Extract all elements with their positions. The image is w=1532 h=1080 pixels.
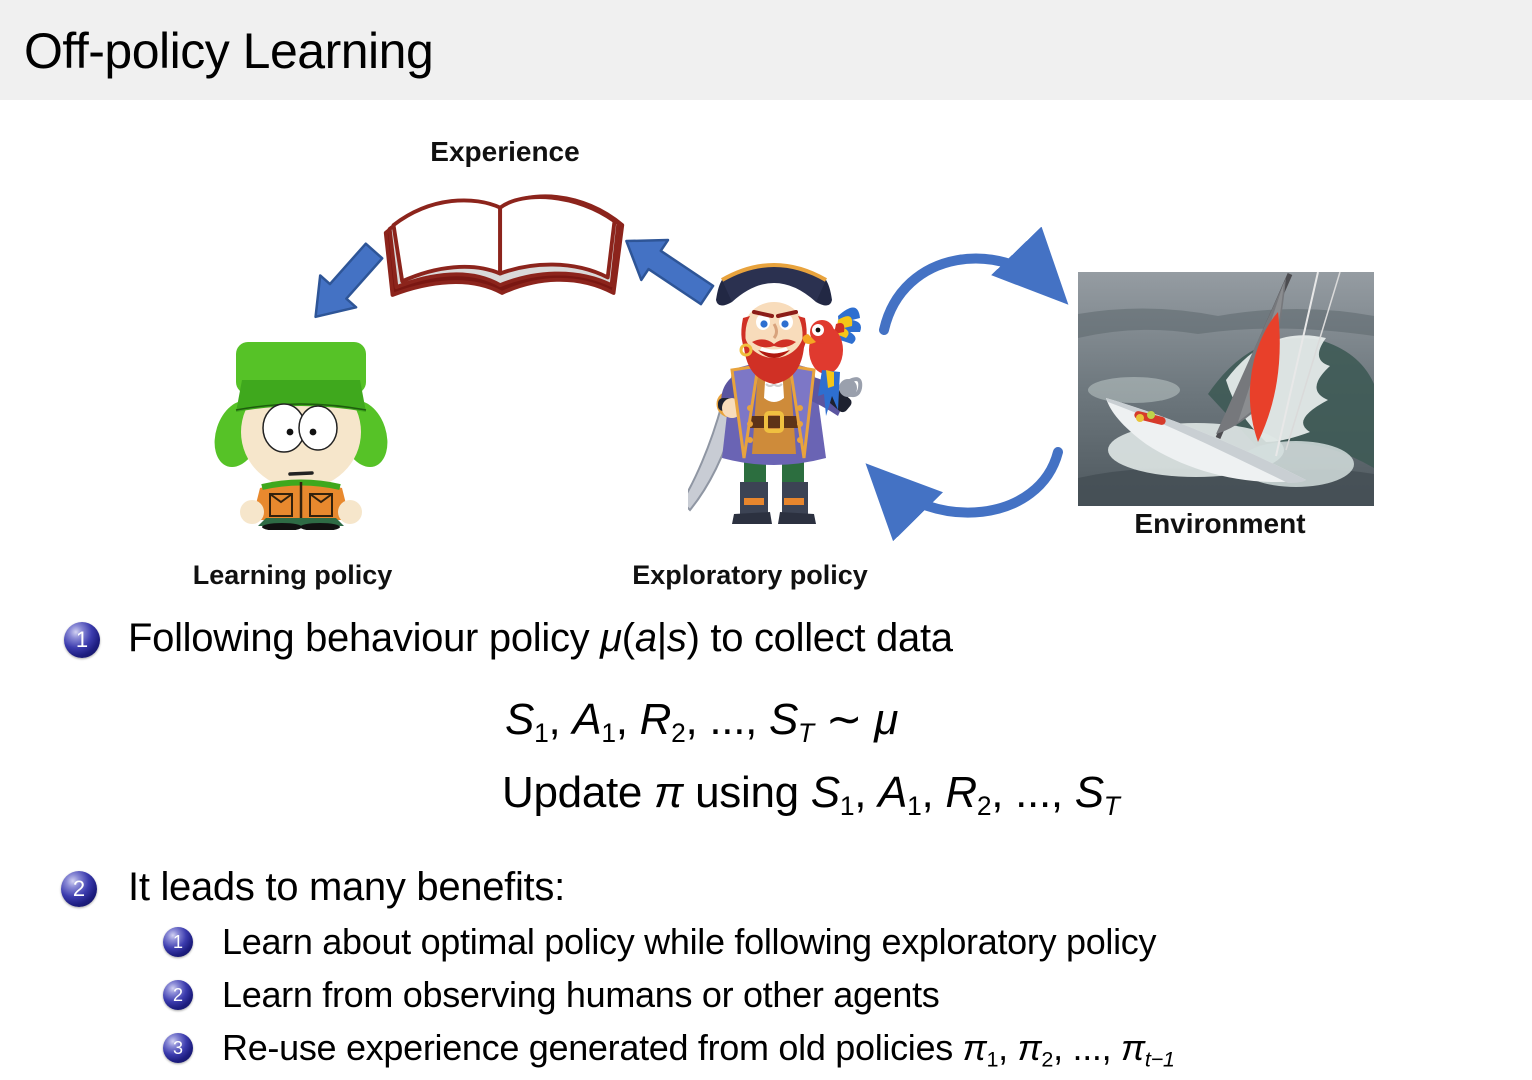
exploratory-policy-label: Exploratory policy <box>632 560 868 590</box>
sub-bullet-3-text: Re-use experience generated from old policies $\pi_1$, $\pi_2$, ..., $\pi_{t-1}$ <box>222 1027 1175 1072</box>
sub-bullet-ball-2: 2 <box>163 980 193 1010</box>
page-title: Off-policy Learning <box>24 23 434 79</box>
environment-label: Environment <box>1134 508 1306 539</box>
math-trajectory-line: $S_1$, $A_1$, $R_2$, ..., $S_T$ ∼ μ <box>505 695 899 748</box>
sub-bullet-ball-1: 1 <box>163 927 193 957</box>
sailboat-stormy-sea-photo <box>1078 272 1374 506</box>
cartoon-boy-green-hat-icon <box>210 322 392 530</box>
experience-label: Experience <box>430 136 580 167</box>
sub-bullet-1-text: Learn about optimal policy while following exploratory policy <box>222 921 1157 962</box>
bullet-ball-2: 2 <box>61 871 97 907</box>
learning-policy-label: Learning policy <box>192 560 393 590</box>
curved-arrow-pirate-to-environment <box>884 259 1058 330</box>
sub-bullet-2-text: Learn from observing humans or other agents <box>222 974 940 1015</box>
arrow-book-to-learner <box>298 235 392 333</box>
bullet-ball-1: 1 <box>64 622 100 658</box>
sub-bullet-ball-3: 3 <box>163 1033 193 1063</box>
math-update-line: Update π using $S_1$, $A_1$, $R_2$, ..., $S_T$ <box>502 768 1120 821</box>
bullet-2-text: It leads to many benefits: <box>128 865 565 909</box>
curved-arrow-environment-to-pirate <box>876 452 1058 513</box>
cartoon-pirate-with-parrot-icon <box>688 258 868 530</box>
bullet-1-text: Following behaviour policy μ(a|s) to collect data <box>128 616 953 660</box>
